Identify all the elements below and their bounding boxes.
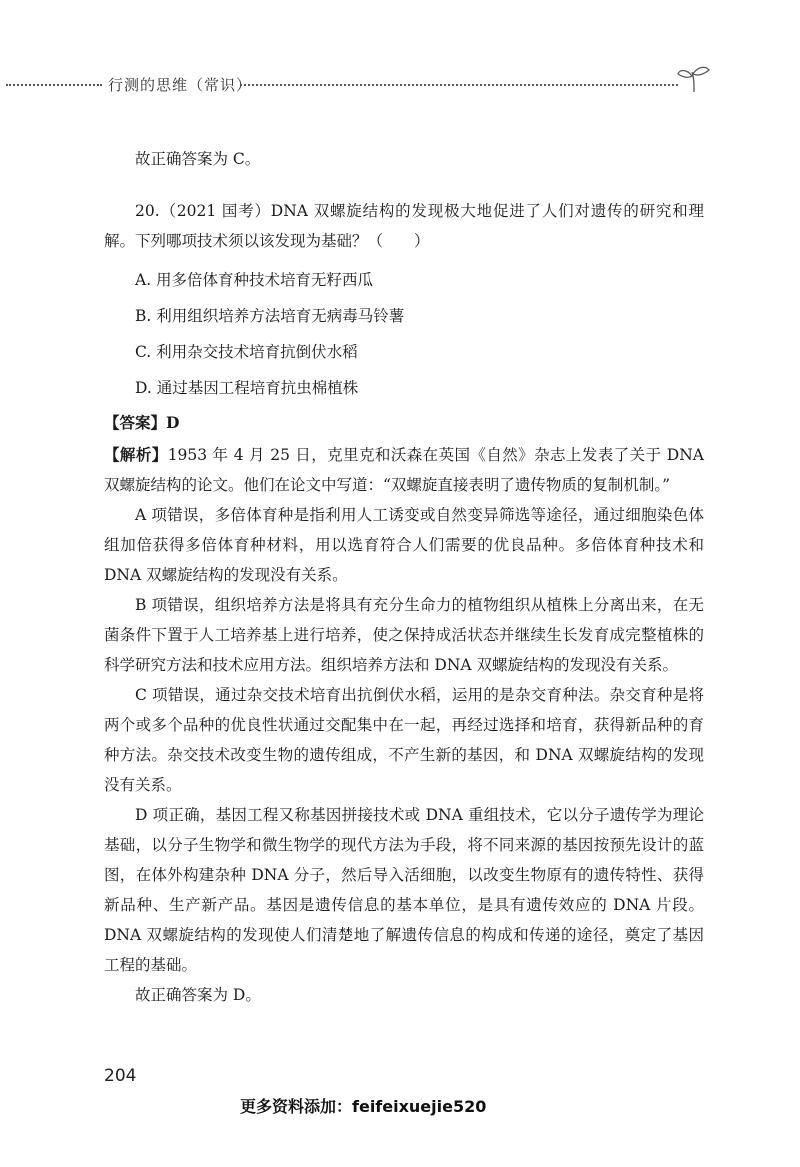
analysis-paragraph-d: D 项正确，基因工程又称基因拼接技术或 DNA 重组技术，它以分子遗传学为理论基础，以分子生物学和微生物学的现代方法为手段，将不同来源的基因按预先设计的蓝图，在体外构建杂种 DNA 分子，然后导入活细胞，以改变生物原有的遗传特性、获得新品种、生产新产品。基因是遗传信息的基本单位，是具有遗传效应的 DNA 片段。DNA 双螺旋结构的发现使人们清楚地了解遗传信息的构成和传递的途径，奠定了基因工程的基础。 xyxy=(104,806,704,974)
page-header xyxy=(0,72,720,98)
page-number: 204 xyxy=(104,1066,137,1086)
header-dotted-rule-left xyxy=(6,84,102,86)
analysis-paragraph-c: C 项错误，通过杂交技术培育出抗倒伏水稻，运用的是杂交育种法。杂交育种是将两个或多个品种的优良性状通过交配集中在一起，再经过选择和培育，获得新品种的育种方法。杂交技术改变生物的遗传组成，不产生新的基因，和 DNA 双螺旋结构的发现没有关系。 xyxy=(104,686,704,794)
option-a: A. 用多倍体育种技术培育无籽西瓜 xyxy=(135,271,374,289)
analysis-intro xyxy=(104,440,704,500)
analysis-label: 【解析】 xyxy=(104,445,168,464)
footer-note: 更多资料添加：feifeixuejie520 xyxy=(240,1097,487,1116)
option-c: C. 利用杂交技术培育抗倒伏水稻 xyxy=(135,343,358,361)
analysis-paragraph-b: B 项错误，组织培养方法是将具有充分生命力的植物组织从植株上分离出来，在无菌条件下置于人工培养基上进行培养，使之保持成活状态并继续生长发育成完整植株的科学研究方法和技术应用方法。组织培养方法和 DNA 双螺旋结构的发现没有关系。 xyxy=(104,596,704,674)
question-stem: 20.（2021 国考）DNA 双螺旋结构的发现极大地促进了人们对遗传的研究和理解。下列哪项技术须以该发现为基础？（ ） xyxy=(104,202,704,250)
option-d: D. 通过基因工程培育抗虫棉植株 xyxy=(135,379,359,397)
analysis-intro-text: 1953 年 4 月 25 日，克里克和沃森在英国《自然》杂志上发表了关于 DNA 双螺旋结构的论文。他们在论文中写道：“双螺旋直接表明了遗传物质的复制机制。” xyxy=(104,446,704,494)
page-body xyxy=(104,144,704,1010)
sprout-icon xyxy=(676,64,712,94)
option-b: B. 利用组织培养方法培育无病毒马铃薯 xyxy=(135,307,405,325)
previous-conclusion: 故正确答案为 C。 xyxy=(135,150,261,168)
analysis-paragraph-a: A 项错误，多倍体育种是指利用人工诱变或自然变异筛选等途径，通过细胞染色体组加倍获得多倍体育种材料，用以选育符合人们需要的优良品种。多倍体育种技术和 DNA 双螺旋结构的发现没有关系。 xyxy=(104,506,704,584)
final-conclusion: 故正确答案为 D。 xyxy=(135,986,261,1004)
header-dotted-rule-right xyxy=(240,84,678,86)
answer-line: 【答案】D xyxy=(104,413,180,432)
header-title: 行测的思维（常识） xyxy=(108,76,253,94)
